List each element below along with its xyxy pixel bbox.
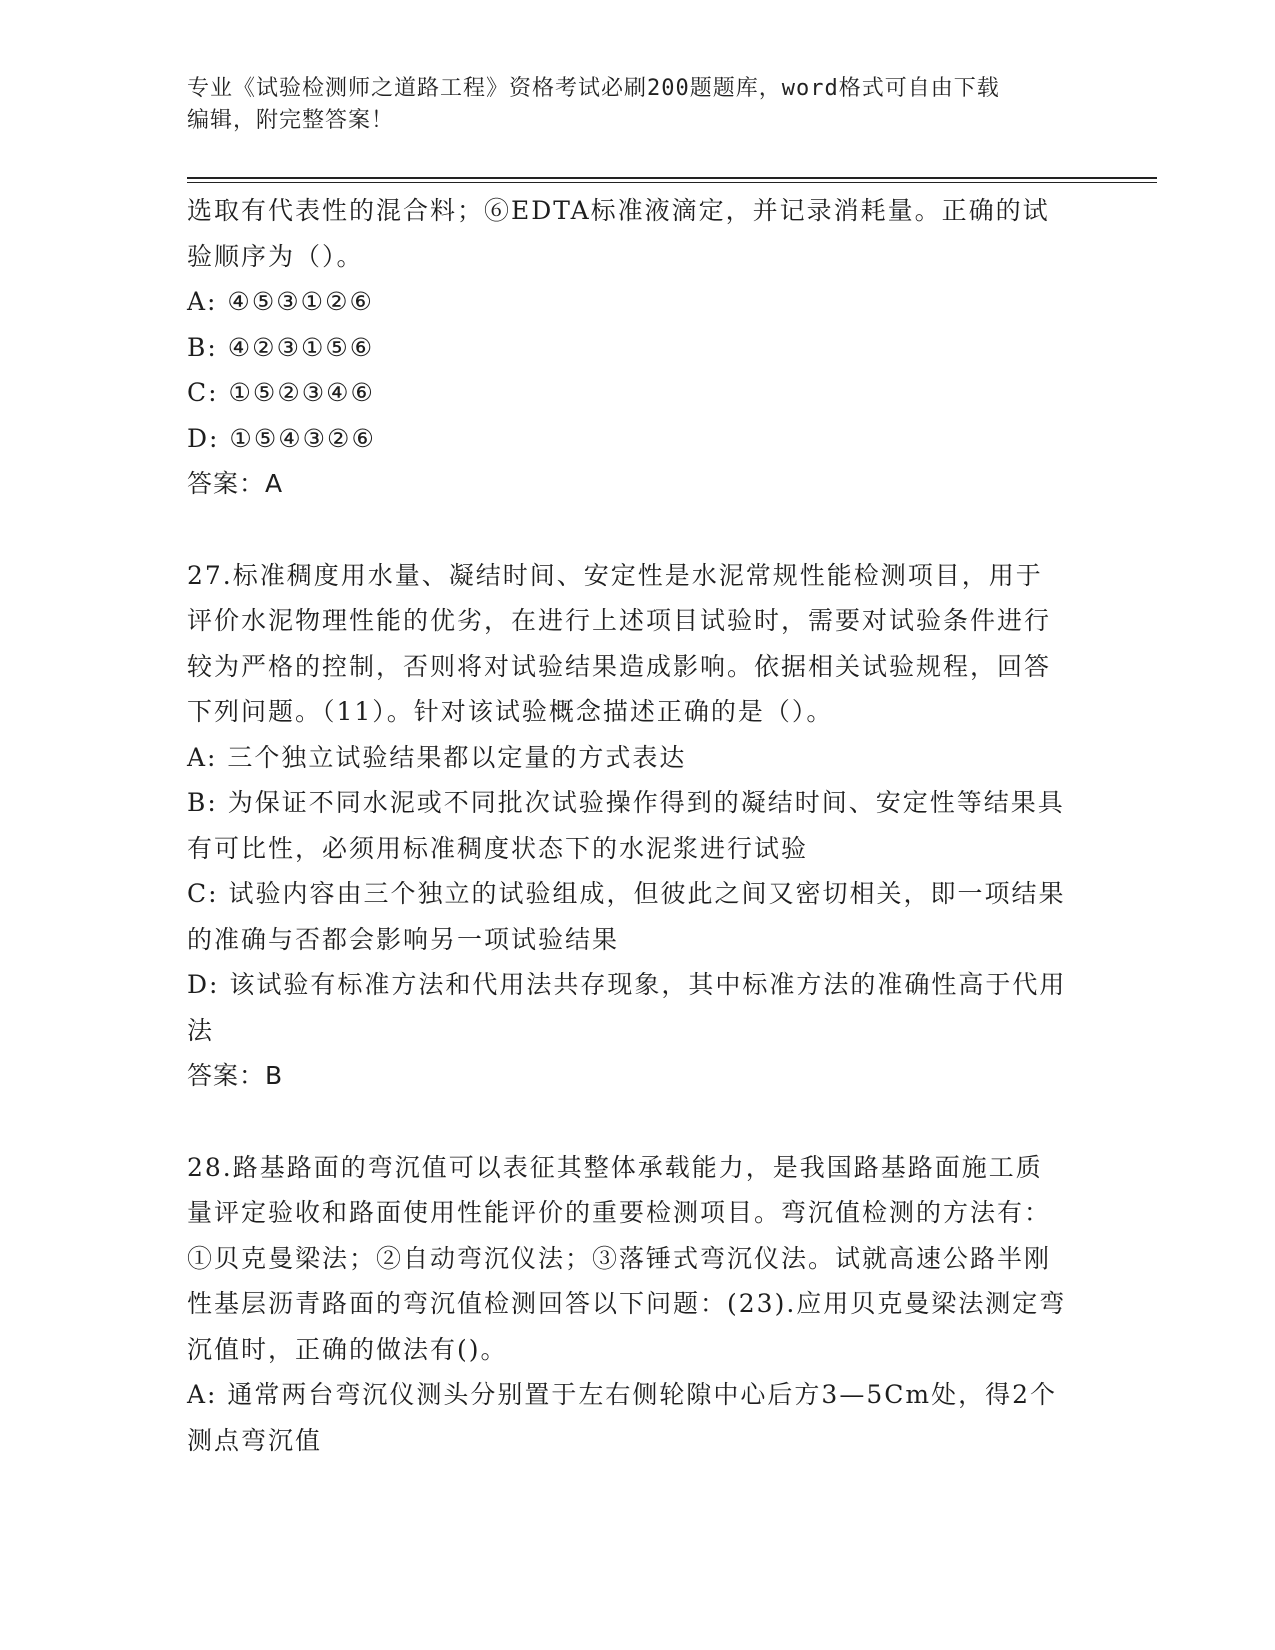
header-divider — [187, 177, 1157, 183]
header-title-line-2: 编辑，附完整答案！ — [187, 108, 395, 133]
option-c: C: ①⑤②③④⑥ — [187, 378, 375, 407]
question-27 — [187, 553, 1067, 1099]
question-stem: 选取有代表性的混合料；⑥EDTA标准液滴定，并记录消耗量。正确的试验顺序为（）。 — [187, 196, 1050, 271]
question-28 — [187, 1145, 1067, 1464]
option-b: B: ④②③①⑤⑥ — [187, 332, 375, 362]
header-title-line-1: 专业《试验检测师之道路工程》资格考试必刷200题题库，word格式可自由下载 — [187, 76, 1000, 101]
answer-label: 答案：B — [187, 1061, 284, 1090]
question-stem: 28.路基路面的弯沉值可以表征其整体承载能力，是我国路基路面施工质量评定验收和路面使用性能评价的重要检测项目。弯沉值检测的方法有：①贝克曼梁法；②自动弯沉仪法；③落锤式弯沉仪法。试就高速公路半刚性基层沥青路面的弯沉值检测回答以下问题：(23).应用贝克曼梁法测定弯沉值时，正确的做法有()。 — [187, 1152, 1067, 1364]
option-c: C: 试验内容由三个独立的试验组成，但彼此之间又密切相关，即一项结果的准确与否都会影响另一项试验结果 — [187, 879, 1066, 954]
option-d: D: ①⑤④③②⑥ — [187, 423, 376, 453]
divider-thick-line — [187, 177, 1157, 179]
document-body — [187, 188, 1067, 1463]
question-26 — [187, 188, 1067, 507]
answer-label: 答案：A — [187, 469, 284, 498]
option-a: A: 三个独立试验结果都以定量的方式表达 — [187, 742, 687, 772]
question-stem: 27.标准稠度用水量、凝结时间、安定性是水泥常规性能检测项目，用于评价水泥物理性能的优劣，在进行上述项目试验时，需要对试验条件进行较为严格的控制，否则将对试验结果造成影响。依据相关试验规程，回答下列问题。（11）。针对该试验概念描述正确的是（）。 — [187, 560, 1052, 726]
document-header — [187, 73, 1067, 137]
option-b: B: 为保证不同水泥或不同批次试验操作得到的凝结时间、安定性等结果具有可比性，必须用标准稠度状态下的水泥浆进行试验 — [187, 788, 1065, 863]
divider-thin-line — [187, 182, 1157, 183]
option-d: D: 该试验有标准方法和代用法共存现象，其中标准方法的准确性高于代用法 — [187, 970, 1067, 1045]
option-a: A: 通常两台弯沉仪测头分别置于左右侧轮隙中心后方3—5Cm处，得2个测点弯沉值 — [187, 1380, 1057, 1455]
option-a: A: ④⑤③①②⑥ — [187, 287, 374, 316]
